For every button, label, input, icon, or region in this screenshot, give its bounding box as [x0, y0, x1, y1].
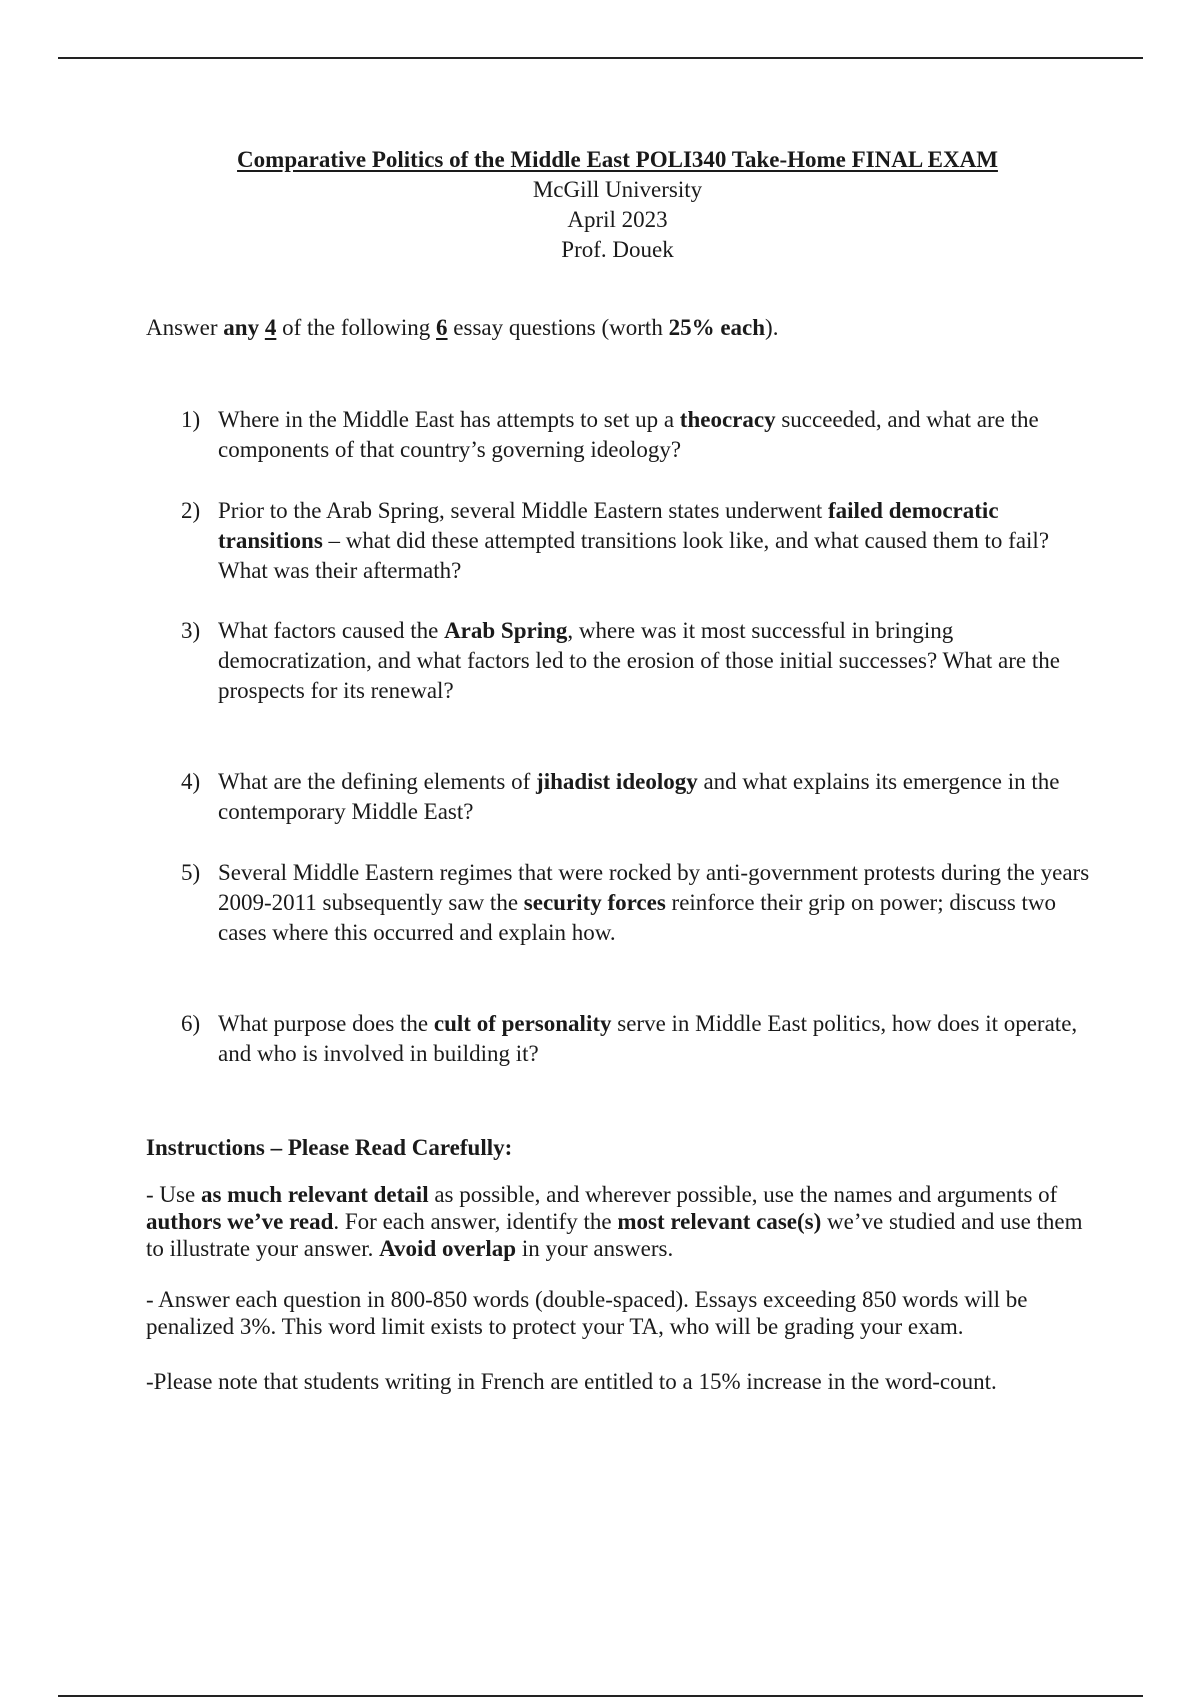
question-text: What factors caused the Arab Spring, where was it most successful in bringing democratization, and what factors led to the erosion of those initial successes? What are the prospects for its renewal?	[218, 618, 1060, 703]
institution: McGill University	[532, 177, 703, 202]
instruction-french: -Please note that students writing in French are entitled to a 15% increase in the word-count.	[146, 1369, 997, 1394]
question-number: 4)	[181, 769, 201, 794]
instructions-heading: Instructions – Please Read Carefully:	[146, 1135, 513, 1160]
professor: Prof. Douek	[561, 237, 674, 262]
question-keyword: security forces	[523, 890, 666, 915]
question-number: 5)	[181, 860, 201, 885]
question-keyword: cult of personality	[433, 1011, 612, 1036]
intro-instruction: Answer any 4 of the following 6 essay questions (worth 25% each).	[146, 315, 779, 340]
question-keyword: Arab Spring	[444, 618, 568, 643]
question-5	[181, 858, 1101, 948]
instruction-word-limit: - Answer each question in 800-850 words (double-spaced). Essays exceeding 850 words will be penalized 3%. This word limit exists to protect your TA, who will be grading your exam.	[146, 1287, 1028, 1339]
top-rule	[58, 57, 1143, 59]
question-6	[181, 1009, 1101, 1069]
question-2	[181, 496, 1101, 586]
question-text: Where in the Middle East has attempts to set up a theocracy succeeded, and what are the components of that country’s governing ideology?	[218, 407, 1039, 462]
question-number: 3)	[181, 618, 201, 643]
question-keyword: theocracy	[679, 407, 776, 432]
question-text: Prior to the Arab Spring, several Middle Eastern states underwent failed democratic transitions – what did these attempted transitions look like, and what caused them to fail? What was their aftermath?	[218, 498, 1050, 583]
question-1	[181, 405, 1101, 465]
instruction-detail: - Use as much relevant detail as possible, and wherever possible, use the names and arguments of authors we’ve read. For each answer, identify the most relevant case(s) we’ve studied and use them to illustrate your answer. Avoid overlap in your answers.	[146, 1182, 1083, 1261]
question-text: What purpose does the cult of personality serve in Middle East politics, how does it operate, and who is involved in building it?	[218, 1011, 1078, 1066]
answer-count: 4	[264, 315, 277, 340]
any-emphasis: any	[223, 315, 260, 340]
question-text: What are the defining elements of jihadist ideology and what explains its emergence in the contemporary Middle East?	[218, 769, 1060, 824]
question-number: 2)	[181, 498, 201, 523]
question-count: 6	[436, 315, 448, 340]
question-number: 6)	[181, 1011, 201, 1036]
question-keyword: failed democratic transitions	[218, 498, 999, 553]
exam-title: Comparative Politics of the Middle East POLI340 Take-Home FINAL EXAM	[237, 147, 998, 172]
question-4	[181, 767, 1101, 827]
question-text: Several Middle Eastern regimes that were rocked by anti-government protests during the years 2009-2011 subsequently saw the security forces reinforce their grip on power; discuss two cases where this occurred and explain how.	[218, 860, 1090, 945]
exam-header	[0, 145, 1200, 265]
question-keyword: jihadist ideology	[536, 769, 698, 794]
weight-emphasis: 25% each	[668, 315, 766, 340]
question-3	[181, 616, 1101, 706]
bottom-rule	[58, 1695, 1143, 1697]
question-number: 1)	[181, 407, 201, 432]
exam-date: April 2023	[567, 207, 668, 232]
